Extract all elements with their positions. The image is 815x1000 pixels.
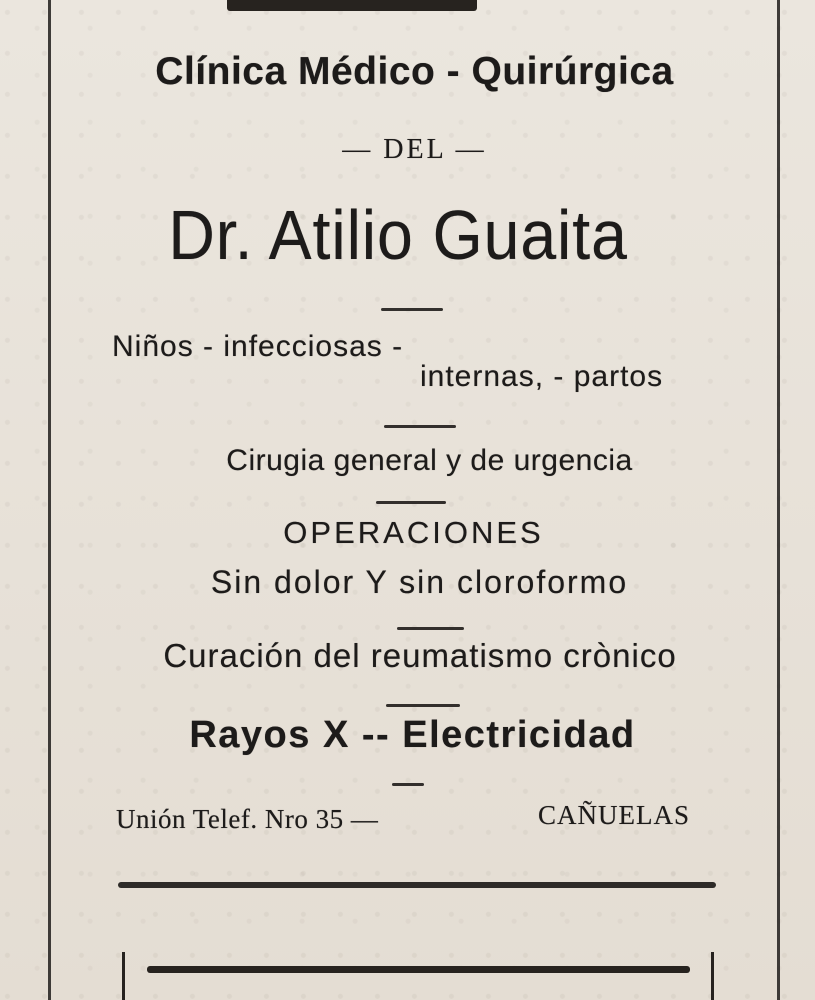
- separator-dash: [397, 627, 464, 630]
- surgery-line: Cirugia general y de urgencia: [226, 444, 633, 477]
- top-rule: [227, 0, 477, 11]
- specialties-line-1: Niños - infecciosas -: [112, 330, 404, 363]
- rays-electricity-line: Rayos X -- Electricidad: [189, 714, 636, 756]
- bottom-rule: [118, 882, 716, 888]
- separator-dash: [386, 704, 460, 707]
- operations-heading: OPERACIONES: [283, 515, 544, 550]
- separator-dash: [376, 501, 446, 504]
- phone-line: Unión Telef. Nro 35 —: [116, 804, 379, 834]
- specialties-line-2: internas, - partos: [420, 360, 664, 393]
- right-column-border: [777, 0, 780, 1000]
- next-ad-top-rule: [147, 966, 690, 973]
- clinic-title: Clínica Médico - Quirúrgica: [155, 50, 674, 93]
- separator-dash: [384, 425, 456, 428]
- del-line: — DEL —: [342, 134, 487, 165]
- separator-dash: [381, 308, 443, 311]
- separator-dash: [392, 783, 424, 786]
- next-ad-frame: [122, 952, 714, 1000]
- doctor-name: Dr. Atilio Guaita: [168, 196, 628, 274]
- town-label: CAÑUELAS: [538, 800, 691, 830]
- left-column-border: [48, 0, 51, 1000]
- rheumatism-line: Curación del reumatismo crònico: [163, 637, 677, 674]
- no-pain-line: Sin dolor Y sin cloroformo: [210, 564, 629, 600]
